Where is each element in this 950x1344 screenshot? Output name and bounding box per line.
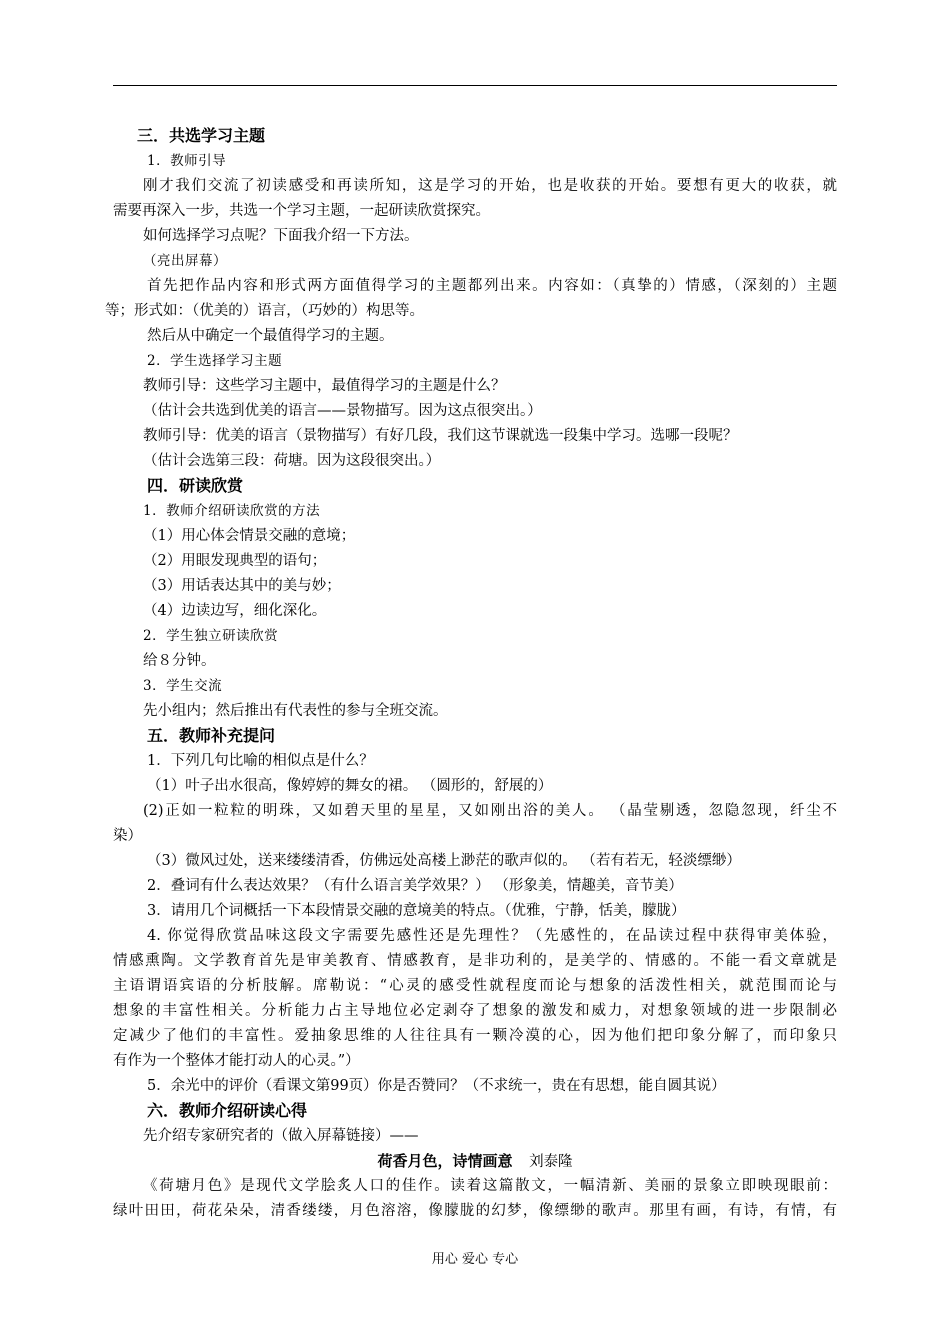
subheading: 1．教师介绍研读欣赏的方法	[143, 503, 321, 519]
list-item: （3）用话表达其中的美与妙；	[143, 578, 341, 594]
question-item: (2)正如一粒粒的明珠，又如碧天里的星星，又如刚出浴的美人。 （晶莹剔透，忽隐忽现，纤尘不	[143, 803, 837, 819]
paragraph-line: 先小组内；然后推出有代表性的参与全班交流。	[143, 703, 448, 719]
paragraph-line: （估计会选第三段：荷塘。因为这段很突出。）	[143, 453, 441, 469]
paragraph-line: 刚才我们交流了初读感受和再读所知，这是学习的开始，也是收获的开始。要想有更大的收获，就	[143, 178, 837, 194]
list-item: （4）边读边写，细化深化。	[143, 603, 327, 619]
paragraph-line: （估计会共选到优美的语言——景物描写。因为这点很突出。）	[143, 403, 542, 419]
subheading: 2．学生选择学习主题	[147, 353, 283, 369]
question-item: 染）	[113, 828, 142, 844]
header-rule	[113, 85, 837, 86]
page-footer: 用心 爱心 专心	[431, 1252, 519, 1267]
paragraph-line: 如何选择学习点呢？下面我介绍一下方法。	[143, 228, 419, 244]
question: 1．下列几句比喻的相似点是什么？	[147, 753, 374, 769]
subheading: 2．学生独立研读欣赏	[143, 628, 279, 644]
paragraph-line: 首先把作品内容和形式两方面值得学习的主题都列出来。内容如：（真挚的）情感，（深刻的）主题	[147, 278, 837, 294]
list-item: （2）用眼发现典型的语句；	[143, 553, 327, 569]
article-author: 刘泰隆	[529, 1154, 573, 1170]
paragraph-line: 然后从中确定一个最值得学习的主题。	[147, 328, 394, 344]
paragraph-line: 等；形式如：（优美的）语言，（巧妙的）构思等。	[105, 303, 424, 319]
section-heading-5: 五．教师补充提问	[147, 726, 276, 745]
paragraph-line: 情感熏陶。文学教育首先是审美教育、情感教育，是非功利的，是美学的、情感的。不能一看文章就是	[113, 953, 837, 969]
section-heading-4: 四．研读欣赏	[147, 476, 244, 495]
section-heading-3: 三．共选学习主题	[137, 126, 266, 145]
list-item: （1）用心体会情景交融的意境；	[143, 528, 356, 544]
paragraph-line: 定减少了他们的丰富性。爱抽象思维的人往往具有一颗冷漠的心，因为他们把印象分解了，而印象只	[113, 1028, 837, 1044]
question: 2．叠词有什么表达效果？（有什么语言美学效果？） （形象美，情趣美，音节美）	[147, 878, 683, 894]
paragraph-line: 《荷塘月色》是现代文学脍炙人口的佳作。读着这篇散文，一幅清新、美丽的景象立即映现眼前：	[143, 1178, 837, 1194]
subheading: 3．学生交流	[143, 678, 223, 694]
paragraph-line: 教师引导：这些学习主题中，最值得学习的主题是什么？	[143, 378, 506, 394]
section-heading-6: 六．教师介绍研读心得	[147, 1101, 308, 1120]
paragraph-line: 先介绍专家研究者的（做入屏幕链接）——	[143, 1128, 419, 1144]
paragraph-line: （亮出屏幕）	[143, 253, 227, 269]
subheading: 1．教师引导	[147, 153, 227, 169]
paragraph-line: 需要再深入一步，共选一个学习主题，一起研读欣赏探究。	[113, 203, 490, 219]
question: 4. 你觉得欣赏品味这段文字需要先感性还是先理性？（先感性的，在品读过程中获得审美体验，	[147, 928, 837, 944]
paragraph-line: 教师引导：优美的语言（景物描写）有好几段，我们这节课就选一段集中学习。选哪一段呢？	[143, 428, 738, 444]
paragraph-line: 有作为一个整体才能打动人的心灵。”）	[113, 1053, 360, 1069]
article-header	[0, 1151, 950, 1172]
question: 5．余光中的评价（看课文第99页）你是否赞同？（不求统一，贵在有思想，能自圆其说）	[147, 1078, 726, 1094]
paragraph-line: 主语谓语宾语的分析肢解。席勒说：“心灵的感受性就程度而论与想象的活泼性相关，就范围而论与	[113, 978, 837, 994]
paragraph-line: 给８分钟。	[143, 653, 216, 669]
paragraph-line: 绿叶田田，荷花朵朵，清香缕缕，月色溶溶，像朦胧的幻梦，像缥缈的歌声。那里有画，有诗，有情，有	[113, 1203, 837, 1219]
question: 3．请用几个词概括一下本段情景交融的意境美的特点。（优雅，宁静，恬美，朦胧）	[147, 903, 686, 919]
article-title: 荷香月色，诗情画意	[377, 1152, 513, 1170]
question-item: （1）叶子出水很高，像婷婷的舞女的裙。 （圆形的，舒展的）	[147, 778, 553, 794]
paragraph-line: 想象的丰富性相关。分析能力占主导地位必定剥夺了想象的激发和威力，对想象领域的进一步限制必	[113, 1003, 837, 1019]
question-item: （3）微风过处，送来缕缕清香，仿佛远处高楼上渺茫的歌声似的。 （若有若无，轻淡缥缈）	[147, 853, 741, 869]
